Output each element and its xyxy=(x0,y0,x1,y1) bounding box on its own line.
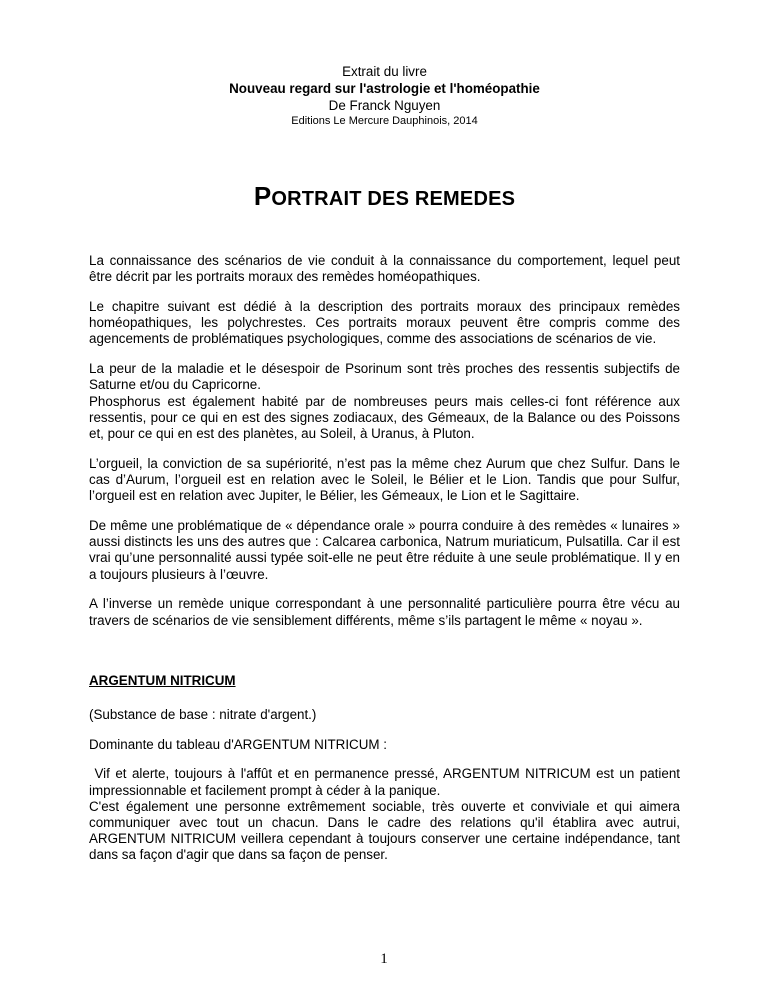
chapter-title xyxy=(89,181,680,212)
paragraph: Le chapitre suivant est dédié à la description des portraits moraux des principaux remèdes homéopathiques, les polychrestes. Ces portraits moraux peuvent être compris comme des agencements de problématiques psychologiques, comme des associations de scénarios de vie. xyxy=(89,299,680,347)
paragraph: La connaissance des scénarios de vie conduit à la connaissance du comportement, lequel peut être décrit par les portraits moraux des remèdes homéopathiques. xyxy=(89,253,680,285)
substance-line: (Substance de base : nitrate d'argent.) xyxy=(89,706,317,722)
dominante-line: Dominante du tableau d'ARGENTUM NITRICUM : xyxy=(89,736,387,752)
paragraph: Vif et alerte, toujours à l'affût et en permanence pressé, ARGENTUM NITRICUM est un patient impressionnable et facilement prompt à céder à la panique. xyxy=(89,766,684,798)
paragraph: Phosphorus est également habité par de nombreuses peurs mais celles-ci font référence aux ressentis, pour ce qui en est des signes zodiacaux, des Gémeaux, de la Balance ou des Poissons et, pour ce qui en est des planètes, au Soleil, à Uranus, à Pluton. xyxy=(89,393,680,442)
paragraph: La peur de la maladie et le désespoir de Psorinum sont très proches des ressentis subjectifs de Saturne et/ou du Capricorne. xyxy=(89,361,680,393)
book-title: Nouveau regard sur l'astrologie et l'homéopathie xyxy=(229,81,540,96)
section-heading: ARGENTUM NITRICUM xyxy=(89,672,236,688)
book-author: De Franck Nguyen xyxy=(328,98,441,113)
chapter-title-rest: ORTRAIT DES REMEDES xyxy=(271,188,516,210)
paragraph: De même une problématique de « dépendance orale » pourra conduire à des remèdes « lunaires » aussi distincts les uns des autres que : Calcarea carbonica, Natrum muriaticum, Pulsatilla. Car il est vrai qu’une personnalité aussi typée soit-elle ne peut être réduite à une seule problématique. Il y en a toujours plusieurs à l’œuvre. xyxy=(89,518,680,582)
page-number: 1 xyxy=(380,951,388,967)
book-header xyxy=(89,63,680,129)
chapter-title-initial: P xyxy=(253,181,272,211)
header-extract-line: Extrait du livre xyxy=(342,64,427,79)
document-page xyxy=(89,0,684,877)
paragraph: L’orgueil, la conviction de sa supériorité, n’est pas la même chez Aurum que chez Sulfur. Dans le cas d’Aurum, l’orgueil est en relation avec le Soleil, le Bélier et le Lion. Tandis que pour Sulfur, l’orgueil est en relation avec Jupiter, le Bélier, les Gémeaux, le Lion et le Sagittaire. xyxy=(89,455,680,504)
paragraph: A l’inverse un remède unique correspondant à une personnalité particulière pourra être vécu au travers de scénarios de vie sensiblement différents, même s’ils partagent le même « noyau ». xyxy=(89,596,680,628)
chapter-body xyxy=(89,253,680,629)
paragraph: C'est également une personne extrêmement sociable, très ouverte et conviviale et qui aimera communiquer avec tout un chacun. Dans le cadre des relations qu'il établira avec autrui, ARGENTUM NITRICUM veillera cependant à toujours conserver une certaine indépendance, tant dans sa façon d'agir que dans sa façon de penser. xyxy=(89,798,680,863)
book-publisher: Editions Le Mercure Dauphinois, 2014 xyxy=(291,115,478,127)
